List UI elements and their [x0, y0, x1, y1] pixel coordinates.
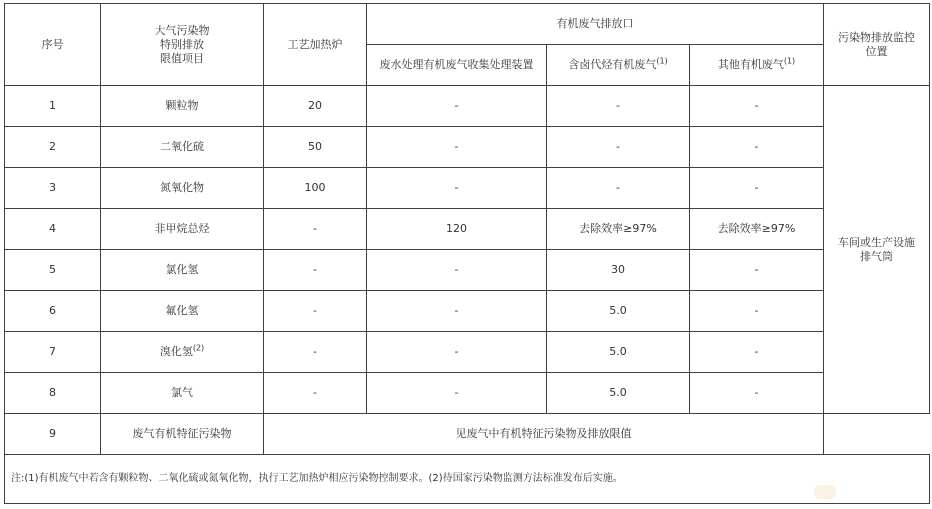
- header-monitor-line-1: 污染物排放监控: [838, 30, 915, 44]
- cell-halogen: -: [547, 168, 690, 209]
- header-wastewater: 废水处理有机废气收集处理装置: [367, 45, 547, 86]
- cell-other: -: [690, 250, 824, 291]
- watermark-logo: [814, 485, 836, 499]
- table-row: [5, 373, 930, 414]
- cell-seq: 9: [5, 414, 101, 455]
- cell-seq: 2: [5, 127, 101, 168]
- table-row: [5, 332, 930, 373]
- header-item-line-2: 特别排放: [160, 37, 204, 51]
- cell-furnace: -: [264, 291, 367, 332]
- header-item: [101, 4, 264, 86]
- cell-seq: 3: [5, 168, 101, 209]
- cell-item: 氯化氢: [101, 250, 264, 291]
- cell-item: 颗粒物: [101, 86, 264, 127]
- table-row-9: [5, 414, 930, 455]
- cell-seq: 5: [5, 250, 101, 291]
- header-other-sup: (1): [783, 56, 796, 66]
- table-row: [5, 86, 930, 127]
- header-seq: 序号: [5, 4, 101, 86]
- cell-furnace: 100: [264, 168, 367, 209]
- cell-furnace: -: [264, 250, 367, 291]
- cell-furnace: 20: [264, 86, 367, 127]
- cell-item: 氮氧化物: [101, 168, 264, 209]
- cell-furnace: -: [264, 209, 367, 250]
- cell-seq: 1: [5, 86, 101, 127]
- cell-other: -: [690, 86, 824, 127]
- cell-other: -: [690, 291, 824, 332]
- table-row: [5, 291, 930, 332]
- monitor-location-line-1: 车间或生产设施: [838, 235, 915, 249]
- header-halogen-sup: (1): [656, 56, 668, 66]
- cell-halogen: -: [547, 127, 690, 168]
- cell-item: 氟化氢: [101, 291, 264, 332]
- header-halogen-text: 含卤代烃有机废气: [568, 58, 657, 71]
- header-monitor-line-2: 位置: [865, 44, 888, 58]
- cell-other: 去除效率≥97%: [690, 209, 824, 250]
- cell-wastewater: -: [367, 86, 547, 127]
- header-item-line-3: 限值项目: [160, 51, 204, 65]
- header-furnace: 工艺加热炉: [264, 4, 367, 86]
- cell-furnace: 50: [264, 127, 367, 168]
- cell-wastewater: 120: [367, 209, 547, 250]
- cell-seq: 6: [5, 291, 101, 332]
- cell-wastewater: -: [367, 291, 547, 332]
- header-item-line-1: 大气污染物: [154, 23, 210, 37]
- cell-seq: 7: [5, 332, 101, 373]
- table-note: 注:(1)有机废气中若含有颗粒物、二氧化硫或氮氧化物，执行工艺加热炉相应污染物控制要求。(2)待国家污染物监测方法标准发布后实施。: [5, 455, 930, 504]
- cell-other: -: [690, 168, 824, 209]
- header-other: [690, 45, 824, 86]
- monitor-location-line-2: 排气筒: [860, 249, 893, 263]
- cell-halogen: 30: [547, 250, 690, 291]
- cell-wastewater: -: [367, 168, 547, 209]
- cell-wastewater: -: [367, 250, 547, 291]
- cell-item: 二氧化硫: [101, 127, 264, 168]
- cell-furnace: -: [264, 373, 367, 414]
- cell-item: 非甲烷总烃: [101, 209, 264, 250]
- cell-wastewater: -: [367, 127, 547, 168]
- header-monitor: [824, 4, 930, 86]
- cell-seq: 4: [5, 209, 101, 250]
- table-row: [5, 168, 930, 209]
- cell-furnace: -: [264, 332, 367, 373]
- emission-limits-table: [4, 3, 930, 504]
- cell-halogen: 去除效率≥97%: [547, 209, 690, 250]
- cell-seq: 8: [5, 373, 101, 414]
- cell-item: [101, 332, 264, 373]
- cell-item-sup: (2): [192, 343, 205, 353]
- cell-item: 氯气: [101, 373, 264, 414]
- cell-wastewater: -: [367, 332, 547, 373]
- table-row: [5, 209, 930, 250]
- cell-merged-limit: 见废气中有机特征污染物及排放限值: [264, 414, 824, 455]
- table-row: [5, 250, 930, 291]
- cell-halogen: 5.0: [547, 291, 690, 332]
- cell-other: -: [690, 127, 824, 168]
- cell-other: -: [690, 332, 824, 373]
- cell-item-text: 溴化氢: [159, 345, 193, 358]
- table-row: [5, 127, 930, 168]
- cell-halogen: -: [547, 86, 690, 127]
- cell-halogen: 5.0: [547, 373, 690, 414]
- cell-wastewater: -: [367, 373, 547, 414]
- header-halogen: [547, 45, 690, 86]
- cell-item: 废气有机特征污染物: [101, 414, 264, 455]
- cell-halogen: 5.0: [547, 332, 690, 373]
- cell-other: -: [690, 373, 824, 414]
- header-other-text: 其他有机废气: [717, 58, 784, 71]
- header-row-1: [5, 4, 930, 45]
- header-organic-outlet: 有机废气排放口: [367, 4, 824, 45]
- cell-monitor-location: [824, 86, 930, 414]
- note-row: [5, 455, 930, 504]
